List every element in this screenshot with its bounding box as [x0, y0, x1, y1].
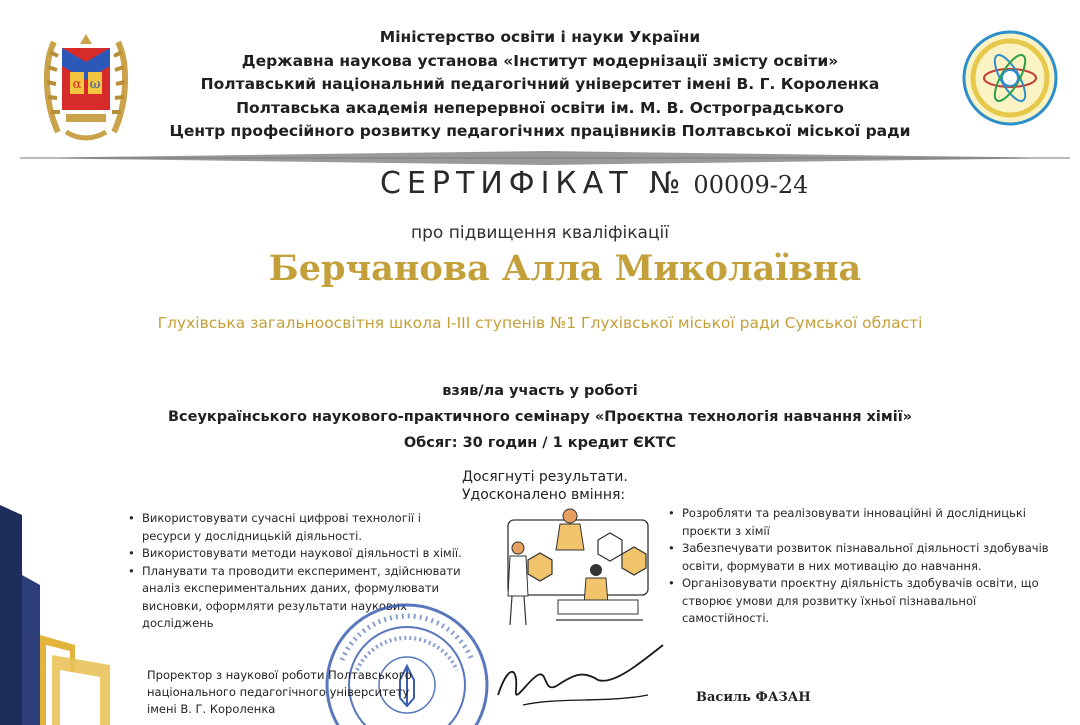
results-heading	[462, 468, 628, 504]
signatory-line: Проректор з наукової роботи Полтавського	[147, 668, 412, 682]
certificate-number: 00009-24	[693, 171, 809, 199]
university-emblem-icon	[36, 22, 136, 152]
recipient-school: Глухівська загальноосвітня школа І-ІІІ ступенів №1 Глухівської міської ради Сумської області	[157, 314, 923, 332]
list-item: • Забезпечувати розвиток пізнавальної діяльності здобувачів освіти, формувати в них мотивацію до навчання.	[668, 540, 1058, 575]
results-line: Досягнуті результати.	[462, 469, 628, 485]
course-volume: Обсяг: 30 годин / 1 кредит ЄКТС	[403, 435, 677, 451]
certificate-title-text: СЕРТИФІКАТ №	[380, 166, 687, 201]
signature-icon	[488, 625, 728, 725]
header-divider	[20, 148, 1070, 168]
signatory-name: Василь ФАЗАН	[696, 690, 811, 705]
issuer-line: Державна наукова установа «Інститут модернізації змісту освіти»	[241, 51, 839, 70]
participation-block	[0, 378, 1080, 456]
issuer-line: Полтавська академія неперервної освіти ім. М. В. Остроградського	[236, 98, 844, 117]
issuer-header	[150, 26, 930, 144]
issuer-line: Центр професійного розвитку педагогічних працівників Полтавської міської ради	[169, 122, 911, 140]
list-item: • Використовувати сучасні цифрові технології і ресурси у дослідницькій діяльності.	[128, 510, 473, 545]
certificate-subtitle: про підвищення кваліфікації	[411, 223, 669, 243]
chemistry-illustration	[478, 500, 678, 630]
svg-text:α: α	[72, 77, 82, 92]
skills-list-right	[668, 505, 1058, 628]
list-item: • Планувати та проводити експеримент, здійснювати аналіз експериментальних даних, формулювати висновки, оформляти результати наукових досліджень	[128, 563, 473, 633]
certificate-title	[380, 166, 808, 201]
svg-text:ω: ω	[89, 77, 101, 92]
recipient-name: Берчанова Алла Миколаївна	[268, 248, 862, 289]
center-emblem-icon	[960, 28, 1060, 128]
issuer-line: Міністерство освіти і науки України	[379, 28, 701, 46]
signatory-position	[147, 667, 412, 718]
list-item: • Розробляти та реалізовувати інноваційні й дослідницькі проєкти з хімії	[668, 505, 1058, 540]
participation-line: взяв/ла участь у роботі	[442, 383, 638, 399]
signatory-line: національного педагогічного університету	[147, 685, 410, 699]
results-line: Удосконалено вміння:	[462, 487, 626, 503]
issuer-line: Полтавський національний педагогічний університет імені В. Г. Короленка	[200, 75, 880, 93]
seminar-title: Всеукраїнського наукового-практичного семінару «Проєктна технологія навчання хімії»	[167, 409, 913, 425]
list-item: • Використовувати методи наукової діяльності в хімії.	[128, 545, 473, 563]
corner-decoration	[0, 505, 130, 725]
list-item: • Організовувати проєктну діяльність здобувачів освіти, що створює умови для розвитку їхньої пізнавальної самостійності.	[668, 575, 1058, 628]
signatory-line: імені В. Г. Короленка	[147, 702, 276, 716]
